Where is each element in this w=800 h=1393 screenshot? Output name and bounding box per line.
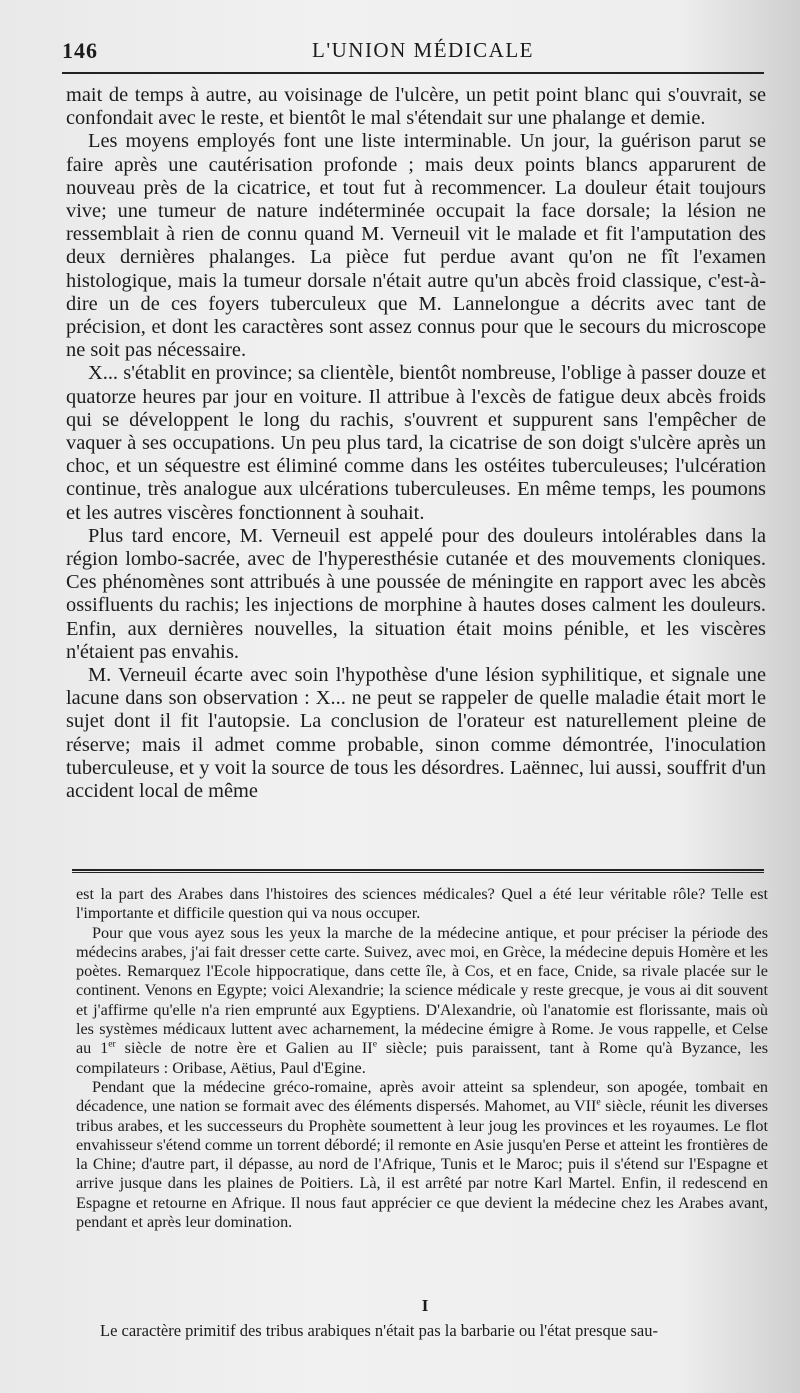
note-text-run: siècle, réunit les diverses tribus arabes, et les successeurs du Prophète soumettent à leur joug les provinces et les royaumes. Le flot envahisseur s'étend comme un torrent débordé; il remonte en Asie jusqu'en Perse et atteint les frontières de la Chine; d'autre part, il dépasse, au nord de l'Afrique, Tunis et le Maroc; puis il s'étend sur l'Espagne et arrive jusque dans les plaines de Poitiers. Là, il est arrêté par notre Karl Martel. Enfin, il redescend en Espagne et retourne en Afrique. Il nous faut apprécier ce que devient la médecine chez les Arabes avant, pendant et après leur domination. xyxy=(76,1097,768,1232)
superscript: er xyxy=(108,1038,116,1050)
page-number: 146 xyxy=(62,38,98,63)
running-title: L'UNION MÉDICALE xyxy=(312,38,535,62)
paragraph: Plus tard encore, M. Verneuil est appelé pour des douleurs intolérables dans la région lombo-sacrée, avec de l'hyperesthésie cutanée et des mouvements cloniques. Ces phénomènes sont attribués à une poussée de méningite en rapport avec les abcès ossifluents du rachis; les injections de morphine à hautes doses calment les douleurs. Enfin, aux dernières nouvelles, la situation était moins pénible, et les viscères n'étaient pas envahis. xyxy=(66,524,766,663)
note-text-run: Pour que vous ayez sous les yeux la marche de la médecine antique, et pour préciser la période des médecins arabes, j'ai fait dresser cette carte. Suivez, avec moi, en Grèce, la médecine depuis Homère et les poètes. Remarquez l'Ecole hippocratique, dans cette île, à Cos, et en face, Cnide, sa rivale placée sur le continent. Venons en Egypte; voici Alexandrie; la science médicale y reste grecque, je vous ai dit souvent et j'affirme qu'elle n'a rien emprunté aux Egyptiens. D'Alexandrie, où l'anatomie est florissante, mais où les systèmes médicaux luttent avec acharnement, la médecine émigre à Rome. Je vous rappelle, et Celse au xyxy=(76,923,768,1058)
paragraph: X... s'établit en province; sa clientèle, bientôt nombreuse, l'oblige à passer douze et quatorze heures par jour en voiture. Il attribue à l'excès de fatigue deux abcès froids qui se développent le long du rachis, s'ouvrent et suppurent sans l'empêcher de vaquer à ses occupations. Un peu plus tard, la cicatrise de son doigt s'ulcère après un choc, et un séquestre est éliminé comme dans les ostéites tuberculeuses; l'ulcération continue, très analogue aux ulcérations tuberculeuses. En même temps, les poumons et les autres viscères fonctionnent à souhait. xyxy=(66,362,766,524)
note-paragraph: est la part des Arabes dans l'histoires des sciences médicales? Quel a été leur véritable rôle? Telle est l'importante et difficile question qui va nous occuper. xyxy=(76,885,768,923)
feuilleton-text xyxy=(76,885,768,1232)
century-numeral: II xyxy=(361,1039,373,1058)
feuilleton-separator xyxy=(72,869,764,873)
paragraph: Les moyens employés font une liste interminable. Un jour, la guérison parut se faire après une cautérisation profonde ; mais deux points blancs apparurent de nouveau près de la cicatrice, et tout fut à recommencer. La douleur était toujours vive; une tumeur de nature indéterminée occupait la face dorsale; la lésion ne ressemblait à rien de connu quand M. Verneuil vit le malade et fit l'amputation des deux dernières phalanges. La pièce fut perdue avant qu'on ne fît l'examen histologique, mais la tumeur dorsale n'était autre qu'un abcès froid classique, c'est-à-dire un de ces foyers tuberculeux que M. Lannelongue a décrits avec tant de précision, et dont les caractères sont assez connus pour que le secours du microscope ne soit pas nécessaire. xyxy=(66,130,766,362)
note-text-run: siècle; puis paraissent, tant à Rome qu'à Byzance, les compilateurs : Oribase, Aëtius, Paul d'Egine. xyxy=(76,1039,768,1077)
paragraph: M. Verneuil écarte avec soin l'hypothèse d'une lésion syphilitique, et signale une lacune dans son observation : X... ne peut se rappeler de quelle maladie était mort le sujet dont il fit l'autopsie. La conclusion de l'orateur est naturellement pleine de réserve; mais il admet comme probable, sinon comme démontrée, l'inoculation tuberculeuse, et y voit la source de tous les désordres. Laënnec, lui aussi, souffrit d'un accident local de même xyxy=(66,664,766,803)
century-numeral: 1 xyxy=(91,1039,109,1058)
note-paragraph xyxy=(76,924,768,1078)
note-text-run: Pendant que la médecine gréco-romaine, après avoir atteint sa splendeur, son apogée, tombait en décadence, une nation se formait avec des éléments dispersés. Mahomet, au xyxy=(76,1077,768,1116)
note-text-run: siècle de notre ère et Galien au xyxy=(115,1039,362,1058)
header-rule xyxy=(62,72,764,74)
page-header xyxy=(62,38,750,68)
superscript: e xyxy=(372,1038,378,1050)
paragraph: mait de temps à autre, au voisinage de l'ulcère, un petit point blanc qui s'ouvrait, se confondait avec le reste, et bientôt le mal s'étendait sur une phalange et demie. xyxy=(66,84,766,130)
section-first-line: Le caractère primitif des tribus arabiques n'était pas la barbarie ou l'état presque sau- xyxy=(100,1321,658,1340)
superscript: e xyxy=(596,1096,601,1108)
section-numeral: I xyxy=(421,1296,429,1315)
note-paragraph xyxy=(76,1078,768,1232)
century-numeral: VII xyxy=(573,1097,597,1116)
main-article-text xyxy=(66,84,766,803)
